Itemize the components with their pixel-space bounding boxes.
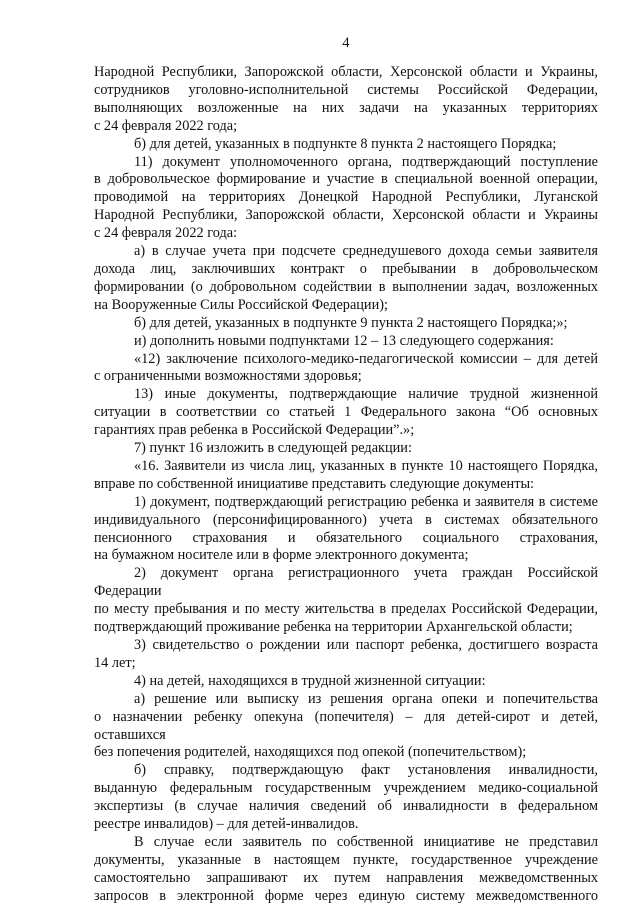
text-line: «16. Заявители из числа лиц, указанных в пункте 10 настоящего Порядка, bbox=[134, 457, 598, 474]
text-line: а) решение или выписку из решения органа опеки и попечительства bbox=[134, 690, 598, 707]
text-line: выданную федеральным государственным учреждением медико-социальной bbox=[94, 780, 598, 797]
text-line: выполняющих возложенные на них задачи на указанных территориях bbox=[94, 99, 598, 116]
text-line: экспертизы (в случае наличия сведений об инвалидности в федеральном bbox=[94, 798, 598, 815]
text-line: «12) заключение психолого-медико-педагогической комиссии – для детей bbox=[134, 350, 598, 367]
text-line: на бумажном носителе или в форме электронного документа; bbox=[94, 547, 469, 564]
text-line: реестре инвалидов) – для детей-инвалидов. bbox=[94, 816, 359, 833]
text-line: вправе по собственной инициативе представить следующие документы: bbox=[94, 475, 535, 492]
text-line: В случае если заявитель по собственной инициативе не представил bbox=[134, 833, 598, 850]
text-line: а) в случае учета при подсчете среднедушевого дохода семьи заявителя bbox=[134, 243, 598, 260]
text-line: 14 лет; bbox=[94, 654, 136, 671]
text-line: 4) на детей, находящихся в трудной жизненной ситуации: bbox=[134, 672, 486, 689]
text-line: запросов в электронной форме через единую систему межведомственного bbox=[94, 887, 598, 904]
text-line: б) для детей, указанных в подпункте 8 пункта 2 настоящего Порядка; bbox=[134, 135, 557, 152]
text-line: проводимой на территориях Донецкой Народной Республики, Луганской bbox=[94, 189, 598, 206]
text-line: в добровольческое формирование и участие в специальной военной операции, bbox=[94, 171, 598, 188]
document-body bbox=[94, 64, 598, 906]
text-line: сотрудников уголовно-исполнительной системы Российской Федерации, bbox=[94, 81, 598, 98]
text-line: 11) документ уполномоченного органа, подтверждающий поступление bbox=[134, 153, 598, 170]
text-line: 1) документ, подтверждающий регистрацию ребенка и заявителя в системе bbox=[134, 493, 598, 510]
page-number: 4 bbox=[342, 35, 350, 51]
text-line: 2) документ органа регистрационного учета граждан Российской Федерации bbox=[94, 565, 598, 600]
text-line: на Вооруженные Силы Российской Федерации); bbox=[94, 296, 388, 313]
text-line: подтверждающий проживание ребенка на территории Архангельской области; bbox=[94, 619, 573, 636]
text-line: Народной Республики, Запорожской области, Херсонской области и Украины bbox=[94, 207, 598, 224]
text-line: б) справку, подтверждающую факт установления инвалидности, bbox=[134, 762, 598, 779]
text-line: и) дополнить новыми подпунктами 12 – 13 следующего содержания: bbox=[134, 332, 554, 349]
text-line: с 24 февраля 2022 года; bbox=[94, 117, 238, 134]
text-line: по месту пребывания и по месту жительства в пределах Российской Федерации, bbox=[94, 601, 598, 618]
text-line: формировании (о добровольном содействии в выполнении задач, возложенных bbox=[94, 278, 598, 295]
text-line: документы, указанные в настоящем пункте, государственное учреждение bbox=[94, 851, 598, 868]
text-line: с 24 февраля 2022 года: bbox=[94, 225, 238, 242]
text-line: ситуации в соответствии со статьей 1 Федерального закона “Об основных bbox=[94, 404, 598, 421]
text-line: гарантиях прав ребенка в Российской Федерации”.»; bbox=[94, 422, 415, 439]
text-line: о назначении ребенку опекуна (попечителя) – для детей-сирот и детей, оставшихся bbox=[94, 708, 598, 743]
text-line: пенсионного страхования и обязательного социального страхования, bbox=[94, 529, 598, 546]
text-line: индивидуального (персонифицированного) учета в системах обязательного bbox=[94, 511, 598, 528]
text-line: дохода лиц, заключивших контракт о пребывании в добровольческом bbox=[94, 260, 598, 277]
text-line: самостоятельно запрашивают их путем направления межведомственных bbox=[94, 869, 598, 886]
text-line: без попечения родителей, находящихся под опекой (попечительством); bbox=[94, 744, 527, 761]
text-line: 13) иные документы, подтверждающие наличие трудной жизненной bbox=[134, 386, 598, 403]
text-line: 3) свидетельство о рождении или паспорт ребенка, достигшего возраста bbox=[134, 637, 598, 653]
text-line: 7) пункт 16 изложить в следующей редакции: bbox=[134, 440, 412, 457]
text-line: Народной Республики, Запорожской области, Херсонской области и Украины, bbox=[94, 64, 598, 80]
text-line: с ограниченными возможностями здоровья; bbox=[94, 368, 362, 385]
text-line: б) для детей, указанных в подпункте 9 пункта 2 настоящего Порядка;»; bbox=[134, 314, 568, 331]
